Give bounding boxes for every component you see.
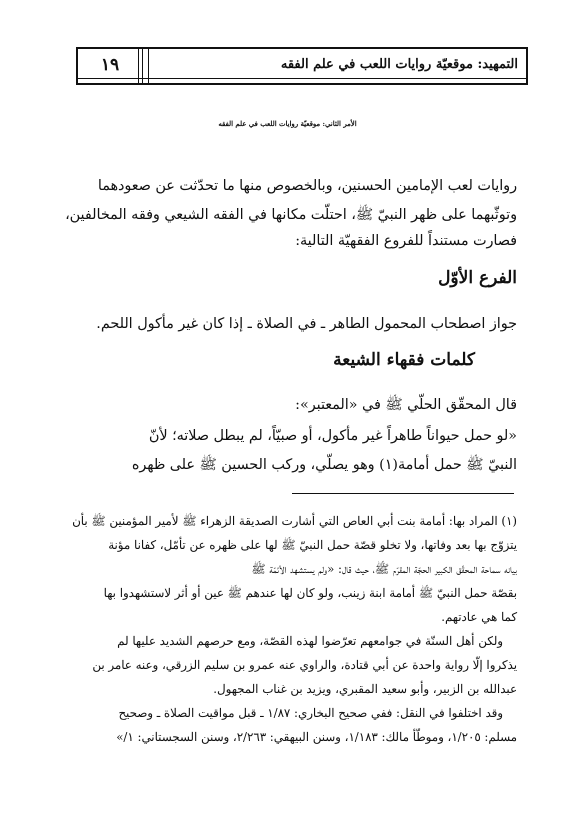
intro-line: روايات لعب الإمامين الحسنين، وبالخصوص منها ما تحدّثت عن صعودهما [97, 178, 517, 194]
footnote-line: كما هي عادتهم. [441, 610, 517, 624]
footnote-line: ولكن أهل السنّة في جوامعهم تعرّضوا لهذه القصّة، ومع حرصهم الشديد عليها لم [117, 634, 503, 648]
chapter-title: الأمر الثاني: موقعيّة روايات اللعب في علم الفقه [218, 120, 357, 128]
footnote-line: عبدالله بن الزبير، وأبو سعيد المقبري، ويزيد بن غناب المجهول. [213, 682, 517, 696]
footnote-line: بيانه سماحة المحقّق الكبير الحجّة المقرّم ﷺ، حيث قال: «ولم يستشهد الأئمّة ﷺ [251, 562, 517, 576]
page-number: ١٩ [100, 55, 120, 75]
intro-line: فصارت مستنداً للفروع الفقهيّة التالية: [295, 233, 517, 249]
footnote-line: يذكروا إلّا رواية واحدة عن أبي قتادة، والراوي عنه عمرو بن سليم الزرقي، وعنه عامر بن [92, 658, 517, 672]
intro-line: وتوثّبهما على ظهر النبيّ ﷺ، احتلّت مكانها في الفقه الشيعي وفقه المخالفين، [65, 207, 517, 223]
footnote-line: بقصّة حمل النبيّ ﷺ أمامة ابنة زينب، ولو كان لها عندهم ﷺ عين أو أثر لاستشهدوا بها [103, 586, 517, 600]
section-heading: كلمات فقهاء الشيعة [333, 350, 475, 370]
running-title: التمهيد: موقعيّة روايات اللعب في علم الفقه [280, 57, 518, 72]
branch-heading: الفرع الأوّل [438, 268, 517, 288]
page-header [76, 47, 528, 85]
quote-line: قال المحقّق الحلّي ﷺ في «المعتبر»: [295, 397, 517, 413]
footnote-line: يتزوّج بها بعد وفاتها، ولا تخلو قصّة حمل النبيّ ﷺ لها على ظهره عن تأمّل، كفانا مؤنة [108, 538, 517, 552]
footnote-line: (١) المراد بها: أمامة بنت أبي العاص التي أشارت الصديقة الزهراء ﷺ لأمير المؤمنين ﷺ بأن [72, 514, 517, 528]
footnote-separator [292, 493, 514, 494]
footnote-line: وقد اختلفوا في النقل: ففي صحيح البخاري: ١/٨٧ ـ قبل مواقيت الصلاة ـ وصحيح [118, 706, 503, 720]
quote-line: النبيّ ﷺ حمل أمامة(١) وهو يصلّي، وركب الحسين ﷺ على ظهره [131, 457, 517, 473]
header-underline [78, 78, 526, 79]
footnote-line: مسلم: ١/٢٠٥، وموطّأ مالك: ١/١٨٣، وسنن البيهقي: ٢/٢٦٣، وسنن السجستاني: ١/» [116, 730, 517, 744]
quote-line: «لو حمل حيواناً طاهراً غير مأكول، أو صبيّاً، لم يبطل صلاته؛ لأنّ [148, 428, 517, 444]
branch-text: جواز اصطحاب المحمول الطاهر ـ في الصلاة ـ إذا كان غير مأكول اللحم. [96, 316, 517, 332]
